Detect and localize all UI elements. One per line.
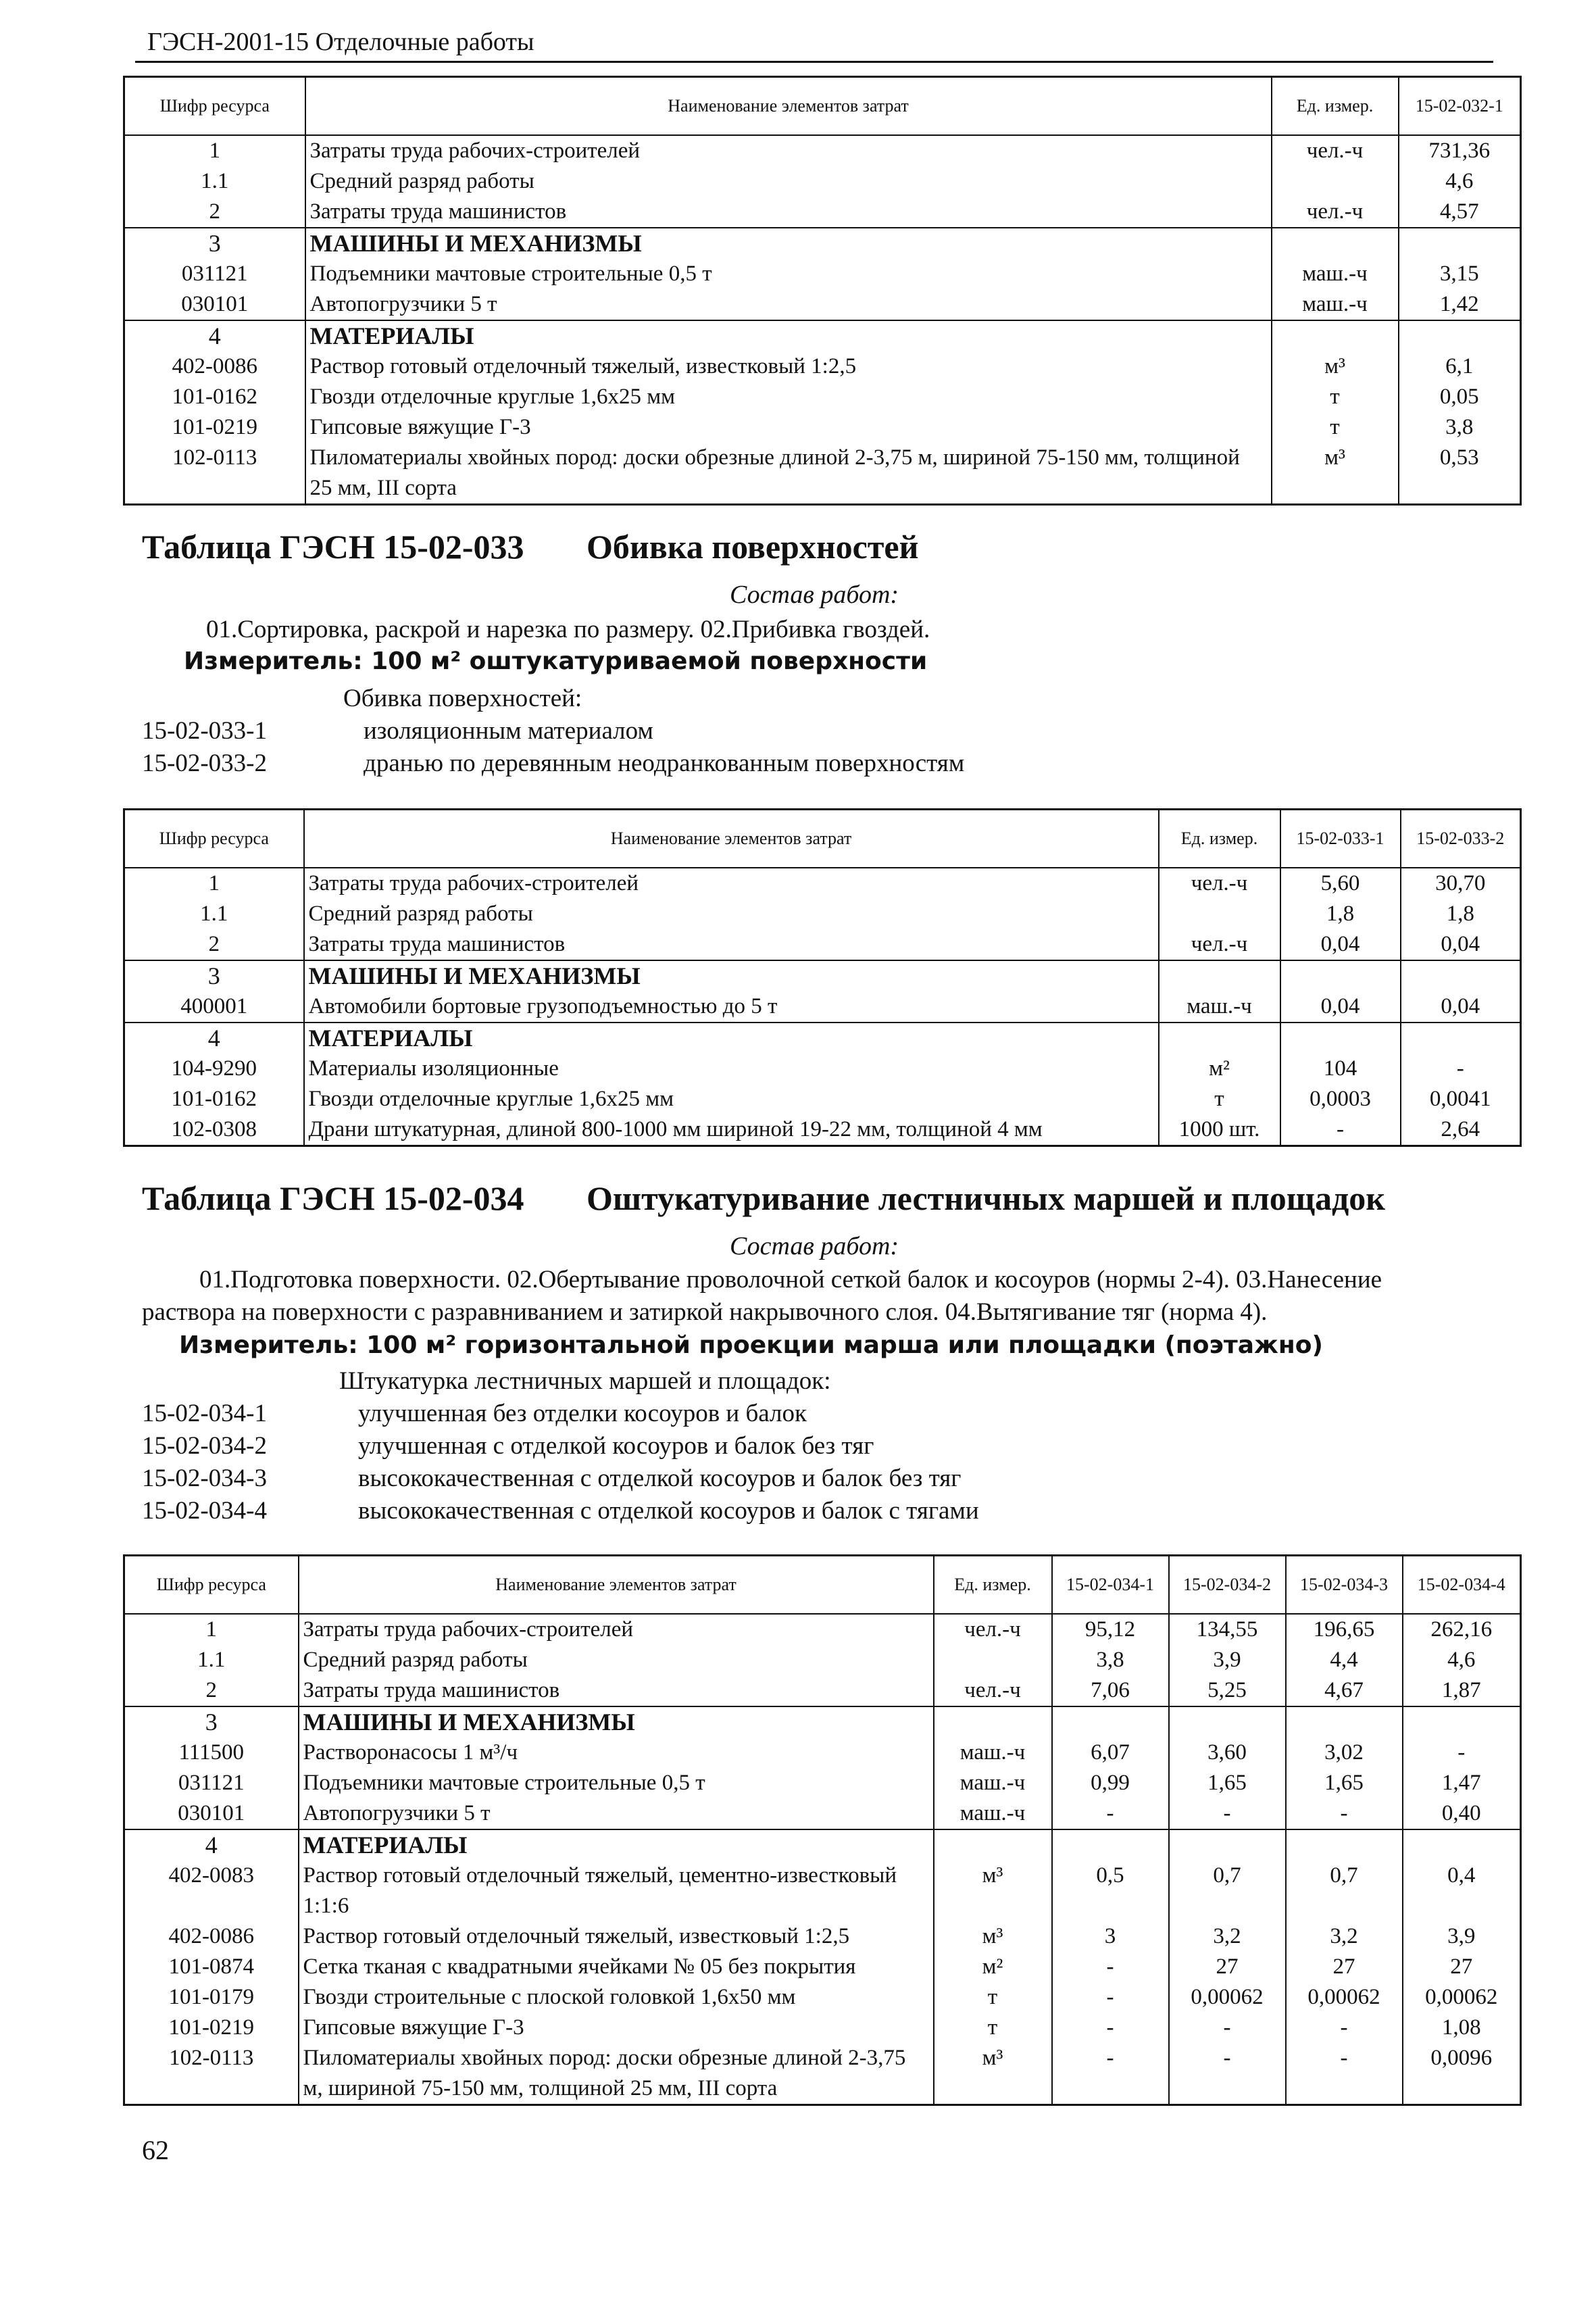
resource-unit xyxy=(1272,320,1399,351)
resource-unit: чел.-ч xyxy=(1272,197,1399,228)
norm-value: 0,00062 xyxy=(1403,1982,1521,2013)
col-header-name: Наименование элементов затрат xyxy=(304,810,1159,868)
resource-code: 031121 xyxy=(124,259,305,289)
resource-name: Подъемники мачтовые строительные 0,5 т xyxy=(299,1768,934,1798)
norm-value: 1,65 xyxy=(1286,1768,1403,1798)
resource-name: Затраты труда машинистов xyxy=(305,197,1272,228)
resource-name: Затраты труда машинистов xyxy=(299,1675,934,1706)
resource-code: 104-9290 xyxy=(124,1054,304,1084)
norm-value xyxy=(1169,1829,1286,1861)
norm-value: 5,60 xyxy=(1280,868,1401,899)
table-033-title: Таблица ГЭСН 15-02-033 xyxy=(142,528,524,566)
resource-name: Раствор готовый отделочный тяжелый, известковый 1:2,5 xyxy=(299,1921,934,1952)
norm-value: 3,2 xyxy=(1169,1921,1286,1952)
norm-code: 15-02-034-3 xyxy=(142,1464,267,1492)
resource-name: Автопогрузчики 5 т xyxy=(299,1798,934,1829)
resource-code: 2 xyxy=(124,929,304,960)
norm-value: 27 xyxy=(1403,1952,1521,1982)
resource-unit: м³ xyxy=(1272,443,1399,505)
resource-code: 101-0219 xyxy=(124,412,305,443)
norm-value: - xyxy=(1169,2043,1286,2105)
resource-code: 030101 xyxy=(124,1798,299,1829)
resource-unit xyxy=(1159,1023,1280,1054)
resource-code: 402-0086 xyxy=(124,1921,299,1952)
resource-code: 3 xyxy=(124,960,304,991)
table-row xyxy=(124,1645,1521,1675)
table-033-caption: Состав работ: xyxy=(730,581,899,609)
resource-name: Затраты труда машинистов xyxy=(304,929,1159,960)
table-row xyxy=(124,1614,1521,1645)
norm-value: 0,04 xyxy=(1401,929,1521,960)
resource-table-034 xyxy=(123,1554,1522,2106)
resource-unit: м³ xyxy=(934,1861,1052,1921)
table-row xyxy=(124,1921,1521,1952)
resource-unit: чел.-ч xyxy=(1159,929,1280,960)
resource-name: Средний разряд работы xyxy=(299,1645,934,1675)
norm-value: - xyxy=(1052,2043,1169,2105)
norm-value: 0,5 xyxy=(1052,1861,1169,1921)
col-header-code: Шифр ресурса xyxy=(124,77,305,136)
resource-unit: м³ xyxy=(1272,351,1399,382)
resource-name: Средний разряд работы xyxy=(305,166,1272,197)
resource-name: Раствор готовый отделочный тяжелый, цементно-известковый 1:1:6 xyxy=(299,1861,934,1921)
resource-code: 1 xyxy=(124,868,304,899)
table-row xyxy=(124,1861,1521,1921)
resource-unit: маш.-ч xyxy=(1272,289,1399,320)
norm-value: 7,06 xyxy=(1052,1675,1169,1706)
table-034-work-2: раствора на поверхности с разравниванием и затиркой накрывочного слоя. 04.Вытягивание тяг (норма 4). xyxy=(142,1298,1268,1326)
norm-value: 0,99 xyxy=(1052,1768,1169,1798)
table-row xyxy=(124,899,1521,929)
norm-code: 15-02-034-1 xyxy=(142,1400,267,1427)
norm-value: - xyxy=(1052,1982,1169,2013)
norm-value: 0,0096 xyxy=(1403,2043,1521,2105)
resource-name: Пиломатериалы хвойных пород: доски обрезные длиной 2-3,75 м, шириной 75-150 мм, толщиной 25 мм, III сорта xyxy=(305,443,1272,505)
col-header-norm: 15-02-034-3 xyxy=(1286,1556,1403,1615)
header-rule xyxy=(135,61,1493,63)
resource-code: 402-0083 xyxy=(124,1861,299,1921)
resource-unit: чел.-ч xyxy=(934,1614,1052,1645)
norm-value xyxy=(1169,1706,1286,1738)
table-034-work-1: 01.Подготовка поверхности. 02.Обертывание проволочной сеткой балок и косоуров (нормы 2-4). 03.Нанесение xyxy=(199,1266,1382,1294)
resource-unit xyxy=(934,1645,1052,1675)
col-header-norm: 15-02-033-1 xyxy=(1280,810,1401,868)
table-row xyxy=(124,259,1521,289)
resource-code: 101-0162 xyxy=(124,382,305,412)
norm-value: 0,4 xyxy=(1403,1861,1521,1921)
norm-value: - xyxy=(1403,1738,1521,1768)
resource-name: Растворонасосы 1 м³/ч xyxy=(299,1738,934,1768)
resource-code: 102-0113 xyxy=(124,2043,299,2105)
resource-unit: м³ xyxy=(934,2043,1052,2105)
table-034-intro: Штукатурка лестничных маршей и площадок: xyxy=(339,1367,831,1395)
col-header-name: Наименование элементов затрат xyxy=(305,77,1272,136)
resource-unit: маш.-ч xyxy=(1272,259,1399,289)
norm-value: 0,0041 xyxy=(1401,1084,1521,1114)
table-033-name: Обивка поверхностей xyxy=(587,528,919,566)
table-row xyxy=(124,929,1521,960)
table-row xyxy=(124,991,1521,1023)
norm-value xyxy=(1280,1023,1401,1054)
resource-unit xyxy=(1159,960,1280,991)
table-row xyxy=(124,1084,1521,1114)
col-header-norm: 15-02-034-4 xyxy=(1403,1556,1521,1615)
norm-value: 0,00062 xyxy=(1169,1982,1286,2013)
resource-code: 402-0086 xyxy=(124,351,305,382)
norm-value: 6,07 xyxy=(1052,1738,1169,1768)
table-row xyxy=(124,868,1521,899)
norm-value: 3,8 xyxy=(1399,412,1521,443)
resource-unit: чел.-ч xyxy=(934,1675,1052,1706)
resource-name: Гипсовые вяжущие Г-3 xyxy=(305,412,1272,443)
resource-name: Гвозди отделочные круглые 1,6х25 мм xyxy=(305,382,1272,412)
page-number: 62 xyxy=(142,2135,169,2165)
norm-value: 4,67 xyxy=(1286,1675,1403,1706)
norm-text: дранью по деревянным неодранкованным поверхностям xyxy=(364,749,965,777)
norm-value: 6,1 xyxy=(1399,351,1521,382)
col-header-norm: 15-02-033-2 xyxy=(1401,810,1521,868)
resource-code: 2 xyxy=(124,197,305,228)
norm-value xyxy=(1280,960,1401,991)
norm-value: 0,7 xyxy=(1169,1861,1286,1921)
resource-name: МАШИНЫ И МЕХАНИЗМЫ xyxy=(304,960,1159,991)
table-034-name: Оштукатуривание лестничных маршей и площадок xyxy=(587,1179,1386,1217)
norm-code: 15-02-034-2 xyxy=(142,1432,267,1460)
norm-value: - xyxy=(1286,2043,1403,2105)
norm-value xyxy=(1052,1829,1169,1861)
norm-value xyxy=(1401,960,1521,991)
table-row xyxy=(124,1798,1521,1829)
norm-value: - xyxy=(1052,2013,1169,2043)
table-row xyxy=(124,2043,1521,2105)
resource-unit: т xyxy=(1272,382,1399,412)
resource-code: 101-0162 xyxy=(124,1084,304,1114)
resource-code: 3 xyxy=(124,228,305,259)
norm-value xyxy=(1401,1023,1521,1054)
norm-value: 27 xyxy=(1286,1952,1403,1982)
norm-value: - xyxy=(1401,1054,1521,1084)
norm-value: 1,65 xyxy=(1169,1768,1286,1798)
resource-name: МАТЕРИАЛЫ xyxy=(304,1023,1159,1054)
norm-code: 15-02-034-4 xyxy=(142,1497,267,1525)
norm-value: 0,00062 xyxy=(1286,1982,1403,2013)
resource-name: Автопогрузчики 5 т xyxy=(305,289,1272,320)
resource-unit: 1000 шт. xyxy=(1159,1114,1280,1146)
norm-value: - xyxy=(1280,1114,1401,1146)
resource-name: Затраты труда рабочих-строителей xyxy=(299,1614,934,1645)
norm-value: 4,4 xyxy=(1286,1645,1403,1675)
norm-value: 4,57 xyxy=(1399,197,1521,228)
norm-value: - xyxy=(1169,2013,1286,2043)
resource-code: 4 xyxy=(124,1023,304,1054)
norm-value: 1,08 xyxy=(1403,2013,1521,2043)
norm-code: 15-02-033-1 xyxy=(142,717,267,745)
resource-name: Подъемники мачтовые строительные 0,5 т xyxy=(305,259,1272,289)
resource-unit: м³ xyxy=(934,1921,1052,1952)
norm-value: 262,16 xyxy=(1403,1614,1521,1645)
section-row xyxy=(124,1706,1521,1738)
table-row xyxy=(124,1114,1521,1146)
norm-value: 1,8 xyxy=(1280,899,1401,929)
table-row xyxy=(124,1768,1521,1798)
resource-unit xyxy=(1159,899,1280,929)
col-header-code: Шифр ресурса xyxy=(124,1556,299,1615)
resource-name: Гвозди строительные с плоской головкой 1,6х50 мм xyxy=(299,1982,934,2013)
norm-value xyxy=(1399,228,1521,259)
table-row xyxy=(124,197,1521,228)
norm-value: 134,55 xyxy=(1169,1614,1286,1645)
norm-code: 15-02-033-2 xyxy=(142,749,267,777)
table-row xyxy=(124,1738,1521,1768)
col-header-norm: 15-02-034-2 xyxy=(1169,1556,1286,1615)
resource-code: 4 xyxy=(124,320,305,351)
table-row xyxy=(124,1952,1521,1982)
resource-name: Пиломатериалы хвойных пород: доски обрезные длиной 2-3,75 м, шириной 75-150 мм, толщиной 25 мм, III сорта xyxy=(299,2043,934,2105)
table-033-work: 01.Сортировка, раскрой и нарезка по размеру. 02.Прибивка гвоздей. xyxy=(206,616,930,643)
norm-value: 95,12 xyxy=(1052,1614,1169,1645)
norm-value: - xyxy=(1286,2013,1403,2043)
col-header-unit: Ед. измер. xyxy=(1272,77,1399,136)
table-row xyxy=(124,289,1521,320)
norm-value: - xyxy=(1052,1798,1169,1829)
norm-value: 1,42 xyxy=(1399,289,1521,320)
table-033-measure: Измеритель: 100 м² оштукатуриваемой поверхности xyxy=(184,647,928,675)
resource-name: Гвозди отделочные круглые 1,6х25 мм xyxy=(304,1084,1159,1114)
section-row xyxy=(124,1829,1521,1861)
norm-value: 3,9 xyxy=(1169,1645,1286,1675)
norm-value: 0,53 xyxy=(1399,443,1521,505)
norm-value: 3,60 xyxy=(1169,1738,1286,1768)
section-row xyxy=(124,960,1521,991)
norm-value: 27 xyxy=(1169,1952,1286,1982)
table-row xyxy=(124,443,1521,505)
col-header-unit: Ед. измер. xyxy=(1159,810,1280,868)
norm-value: 1,47 xyxy=(1403,1768,1521,1798)
table-034-title: Таблица ГЭСН 15-02-034 xyxy=(142,1179,524,1217)
norm-value: 0,04 xyxy=(1401,991,1521,1023)
norm-value: 5,25 xyxy=(1169,1675,1286,1706)
resource-code: 1.1 xyxy=(124,166,305,197)
section-row xyxy=(124,228,1521,259)
resource-code: 1 xyxy=(124,135,305,166)
norm-value xyxy=(1052,1706,1169,1738)
table-033-intro: Обивка поверхностей: xyxy=(343,685,582,712)
resource-code: 400001 xyxy=(124,991,304,1023)
running-header: ГЭСН-2001-15 Отделочные работы xyxy=(147,28,534,56)
norm-value: - xyxy=(1286,1798,1403,1829)
norm-value: 731,36 xyxy=(1399,135,1521,166)
col-header-name: Наименование элементов затрат xyxy=(299,1556,934,1615)
col-header-norm: 15-02-034-1 xyxy=(1052,1556,1169,1615)
norm-value: 3 xyxy=(1052,1921,1169,1952)
resource-code: 030101 xyxy=(124,289,305,320)
table-row xyxy=(124,1675,1521,1706)
norm-text: улучшенная без отделки косоуров и балок xyxy=(358,1400,807,1427)
table-row xyxy=(124,2013,1521,2043)
norm-value: 3,9 xyxy=(1403,1921,1521,1952)
norm-value: 0,40 xyxy=(1403,1798,1521,1829)
table-row xyxy=(124,412,1521,443)
resource-unit xyxy=(934,1829,1052,1861)
section-row xyxy=(124,320,1521,351)
resource-table-032 xyxy=(123,76,1522,506)
norm-value: 0,0003 xyxy=(1280,1084,1401,1114)
norm-value: 0,7 xyxy=(1286,1861,1403,1921)
norm-value: - xyxy=(1052,1952,1169,1982)
resource-unit: маш.-ч xyxy=(934,1798,1052,1829)
resource-name: МАТЕРИАЛЫ xyxy=(299,1829,934,1861)
resource-name: Средний разряд работы xyxy=(304,899,1159,929)
resource-code: 101-0874 xyxy=(124,1952,299,1982)
resource-code: 111500 xyxy=(124,1738,299,1768)
resource-table-033 xyxy=(123,808,1522,1147)
norm-value: 2,64 xyxy=(1401,1114,1521,1146)
resource-unit: т xyxy=(1159,1084,1280,1114)
norm-value: 3,2 xyxy=(1286,1921,1403,1952)
resource-unit xyxy=(934,1706,1052,1738)
resource-code: 102-0308 xyxy=(124,1114,304,1146)
resource-unit: маш.-ч xyxy=(934,1768,1052,1798)
resource-name: Раствор готовый отделочный тяжелый, известковый 1:2,5 xyxy=(305,351,1272,382)
norm-value: 3,15 xyxy=(1399,259,1521,289)
resource-name: МАШИНЫ И МЕХАНИЗМЫ xyxy=(299,1706,934,1738)
norm-text: улучшенная с отделкой косоуров и балок без тяг xyxy=(358,1432,874,1460)
norm-value: 3,02 xyxy=(1286,1738,1403,1768)
resource-unit xyxy=(1272,228,1399,259)
resource-name: Драни штукатурная, длиной 800-1000 мм шириной 19-22 мм, толщиной 4 мм xyxy=(304,1114,1159,1146)
norm-text: изоляционным материалом xyxy=(364,717,653,745)
col-header-unit: Ед. измер. xyxy=(934,1556,1052,1615)
resource-unit: м² xyxy=(1159,1054,1280,1084)
resource-unit: т xyxy=(934,2013,1052,2043)
table-row xyxy=(124,1982,1521,2013)
resource-code: 1.1 xyxy=(124,1645,299,1675)
norm-value xyxy=(1286,1829,1403,1861)
resource-code: 2 xyxy=(124,1675,299,1706)
resource-code: 1.1 xyxy=(124,899,304,929)
resource-name: Гипсовые вяжущие Г-3 xyxy=(299,2013,934,2043)
norm-value: 196,65 xyxy=(1286,1614,1403,1645)
col-header-code: Шифр ресурса xyxy=(124,810,304,868)
resource-code: 3 xyxy=(124,1706,299,1738)
table-034-measure: Измеритель: 100 м² горизонтальной проекции марша или площадки (поэтажно) xyxy=(179,1331,1323,1359)
table-row xyxy=(124,1054,1521,1084)
resource-unit xyxy=(1272,166,1399,197)
norm-value: 1,87 xyxy=(1403,1675,1521,1706)
norm-value: 0,04 xyxy=(1280,991,1401,1023)
resource-name: Затраты труда рабочих-строителей xyxy=(304,868,1159,899)
table-row xyxy=(124,351,1521,382)
norm-value: 4,6 xyxy=(1399,166,1521,197)
section-row xyxy=(124,1023,1521,1054)
table-row xyxy=(124,135,1521,166)
resource-unit: чел.-ч xyxy=(1159,868,1280,899)
norm-value: 0,05 xyxy=(1399,382,1521,412)
resource-name: МАШИНЫ И МЕХАНИЗМЫ xyxy=(305,228,1272,259)
norm-value: - xyxy=(1169,1798,1286,1829)
norm-value: 3,8 xyxy=(1052,1645,1169,1675)
norm-value xyxy=(1399,320,1521,351)
resource-code: 101-0219 xyxy=(124,2013,299,2043)
resource-code: 1 xyxy=(124,1614,299,1645)
resource-code: 102-0113 xyxy=(124,443,305,505)
norm-value: 1,8 xyxy=(1401,899,1521,929)
resource-code: 4 xyxy=(124,1829,299,1861)
resource-unit: маш.-ч xyxy=(1159,991,1280,1023)
resource-name: МАТЕРИАЛЫ xyxy=(305,320,1272,351)
resource-name: Материалы изоляционные xyxy=(304,1054,1159,1084)
norm-value xyxy=(1403,1706,1521,1738)
norm-value: 30,70 xyxy=(1401,868,1521,899)
resource-name: Сетка тканая с квадратными ячейками № 05 без покрытия xyxy=(299,1952,934,1982)
resource-unit: м² xyxy=(934,1952,1052,1982)
norm-value xyxy=(1403,1829,1521,1861)
norm-value xyxy=(1286,1706,1403,1738)
norm-text: высококачественная с отделкой косоуров и балок с тягами xyxy=(358,1497,979,1525)
col-header-norm: 15-02-032-1 xyxy=(1399,77,1521,136)
norm-value: 4,6 xyxy=(1403,1645,1521,1675)
resource-code: 031121 xyxy=(124,1768,299,1798)
resource-unit: т xyxy=(1272,412,1399,443)
norm-value: 104 xyxy=(1280,1054,1401,1084)
resource-unit: чел.-ч xyxy=(1272,135,1399,166)
table-row xyxy=(124,382,1521,412)
resource-name: Затраты труда рабочих-строителей xyxy=(305,135,1272,166)
resource-code: 101-0179 xyxy=(124,1982,299,2013)
norm-value: 0,04 xyxy=(1280,929,1401,960)
resource-unit: маш.-ч xyxy=(934,1738,1052,1768)
resource-name: Автомобили бортовые грузоподъемностью до 5 т xyxy=(304,991,1159,1023)
resource-unit: т xyxy=(934,1982,1052,2013)
table-row xyxy=(124,166,1521,197)
table-034-caption: Состав работ: xyxy=(730,1232,899,1260)
norm-text: высококачественная с отделкой косоуров и балок без тяг xyxy=(358,1464,962,1492)
